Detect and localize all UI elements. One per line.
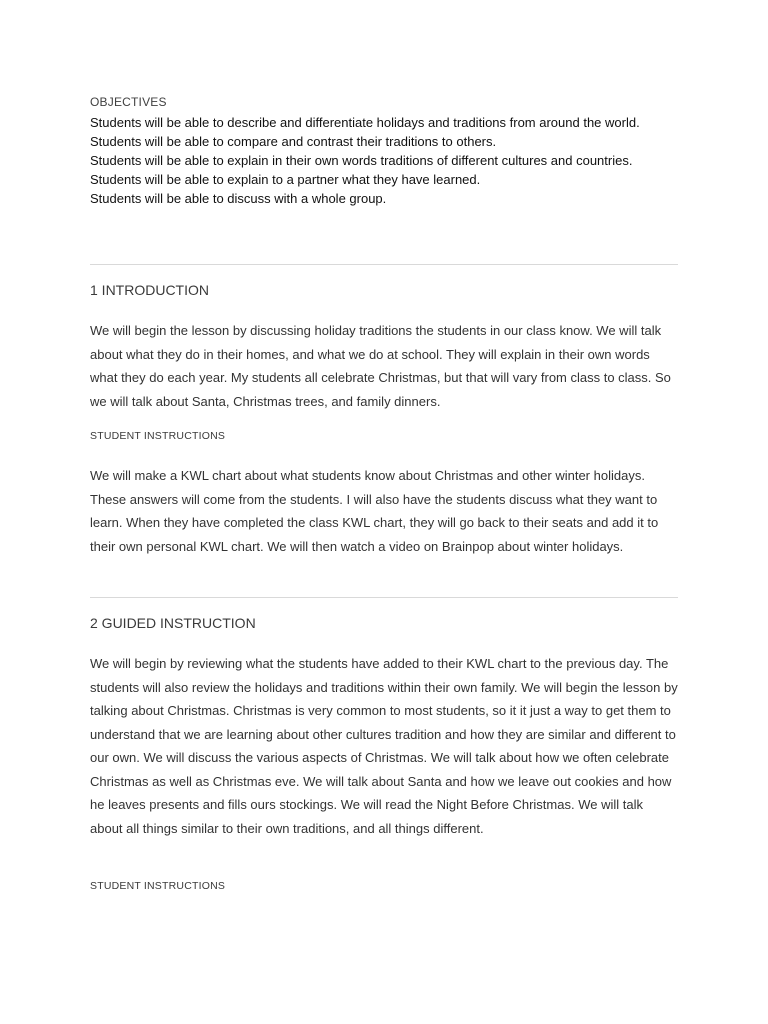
section-title-introduction: 1 INTRODUCTION xyxy=(90,282,209,298)
objective-item: Students will be able to explain to a partner what they have learned. xyxy=(90,172,481,187)
student-instructions-paragraph: We will make a KWL chart about what students know about Christmas and other winter holidays. These answers will come from the students. I will also have the students discuss what they want to learn. When they have completed the class KWL chart, they will go back to their seats and add it to their own personal KWL chart. We will then watch a video on Brainpop about winter holidays. xyxy=(90,468,659,554)
objective-item: Students will be able to discuss with a whole group. xyxy=(90,191,387,206)
student-instructions-heading: STUDENT INSTRUCTIONS xyxy=(90,430,226,442)
section-title-guided-instruction: 2 GUIDED INSTRUCTION xyxy=(90,615,256,631)
student-instructions-heading: STUDENT INSTRUCTIONS xyxy=(90,880,226,892)
objectives-list xyxy=(90,113,678,208)
objective-item: Students will be able to compare and contrast their traditions to others. xyxy=(90,134,497,149)
introduction-paragraph: We will begin the lesson by discussing holiday traditions the students in our class know. We will talk about what they do in their homes, and what we do at school. They will explain in their own words what they do each year. My students all celebrate Christmas, but that will vary from class to class. So we will talk about Santa, Christmas trees, and family dinners. xyxy=(90,323,671,409)
objective-item: Students will be able to explain in their own words traditions of different cultures and countries. xyxy=(90,153,633,168)
guided-instruction-paragraph: We will begin by reviewing what the students have added to their KWL chart to the previous day. The students will also review the holidays and traditions within their own family. We will begin the lesson by talking about Christmas. Christmas is very common to most students, so it it just a way to get them to understand that we are learning about other cultures tradition and how they are similar and different to our own. We will discuss the various aspects of Christmas. We will talk about how we often celebrate Christmas as well as Christmas eve. We will talk about Santa and how we leave out cookies and how he leaves presents and fills ours stockings. We will read the Night Before Christmas. We will talk about all things similar to their own traditions, and all things different. xyxy=(90,656,678,836)
section-divider xyxy=(90,597,678,598)
section-divider xyxy=(90,264,678,265)
objectives-heading: OBJECTIVES xyxy=(90,95,167,109)
objective-item: Students will be able to describe and differentiate holidays and traditions from around the world. xyxy=(90,115,640,130)
